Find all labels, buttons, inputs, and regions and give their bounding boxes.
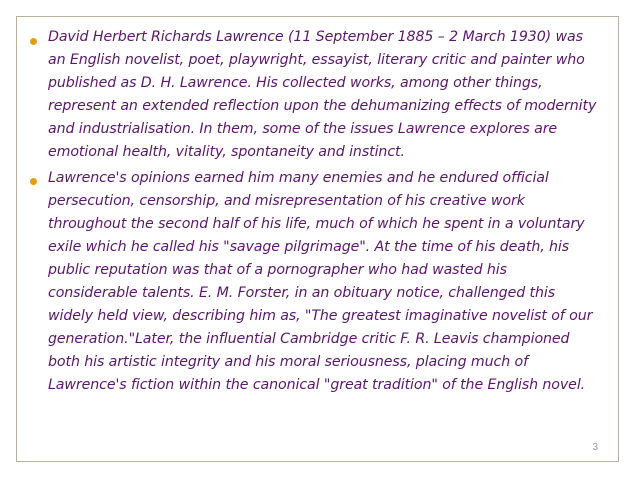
bullet-list: [27, 26, 599, 397]
bullet-item: [27, 167, 599, 396]
bullet-dot-icon: [30, 178, 37, 185]
bullet-item: [27, 26, 599, 163]
bullet-text: David Herbert Richards Lawrence (11 September 1885 – 2 March 1930) was an English novelist, poet, playwright, essayist, literary critic and painter who published as D. H. Lawrence. His collected works, among other things, represent an extended reflection upon the dehumanizing effects of modernity and industrialisation. In them, some of the issues Lawrence explores are emotional health, vitality, spontaneity and instinct.: [48, 29, 597, 160]
slide-number: 3: [592, 442, 598, 453]
bullet-text: Lawrence's opinions earned him many enemies and he endured official persecution, censorship, and misrepresentation of his creative work throughout the second half of his life, much of which he spent in a voluntary exile which he called his "savage pilgrimage". At the time of his death, his public reputation was that of a pornographer who had wasted his considerable talents. E. M. Forster, in an obituary notice, challenged this widely held view, describing him as, "The greatest imaginative novelist of our generation."Later, the influential Cambridge critic F. R. Leavis championed both his artistic integrity and his moral seriousness, placing much of Lawrence's fiction within the canonical "great tradition" of the English novel.: [48, 170, 593, 393]
bullet-dot-icon: [30, 38, 37, 45]
